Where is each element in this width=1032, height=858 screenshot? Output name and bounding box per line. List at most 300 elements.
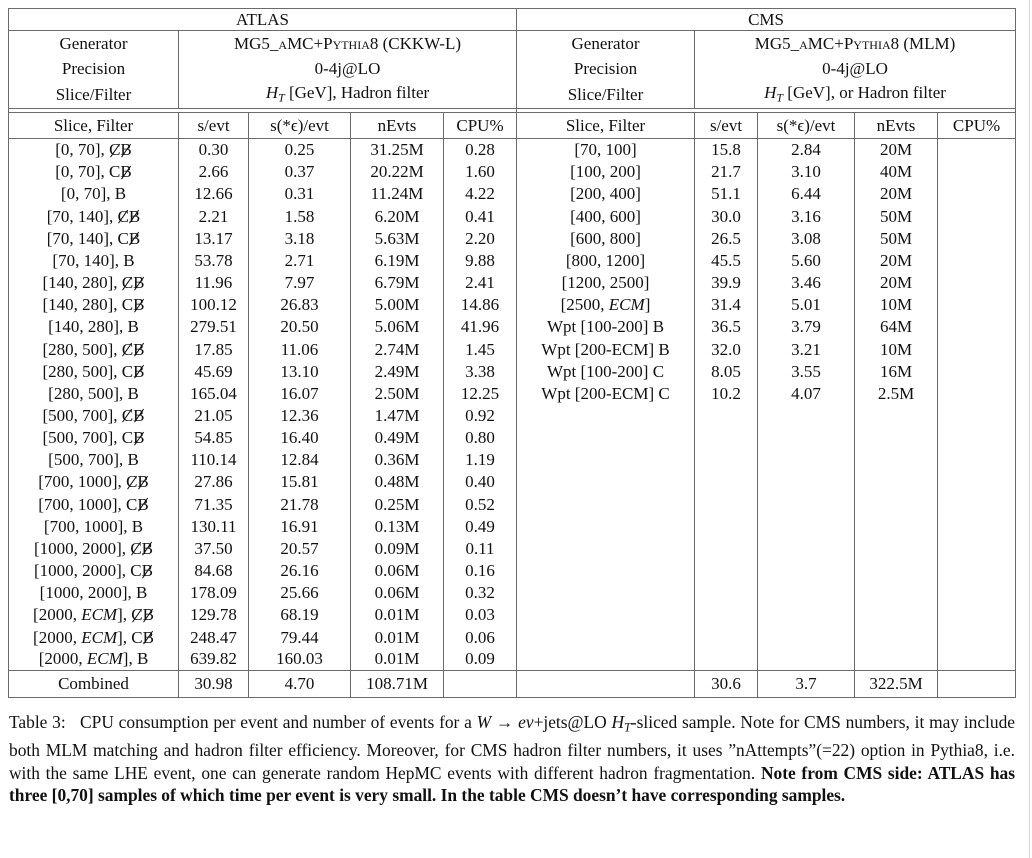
value-cell: 13.10 [249,360,351,382]
value-cell [758,493,855,515]
value-cell [695,537,758,559]
table-row [9,604,1016,626]
value-cell: 0.30 [179,139,249,161]
cms-col-nevts: nEvts [855,113,938,139]
value-cell [938,227,1016,249]
value-cell: 25.66 [249,582,351,604]
value-cell: 68.19 [249,604,351,626]
value-cell: 50M [855,205,938,227]
cms-slice-cell: Wpt [200-ECM] B [517,338,695,360]
cms-precision-value: 0-4j@LO [695,56,1016,82]
value-cell: 0.28 [444,139,517,161]
value-cell: 20M [855,183,938,205]
atlas-slice-cell: [1000, 2000], CB [33,538,153,558]
cms-slice-cell: [600, 800] [517,227,695,249]
value-cell: 37.50 [179,537,249,559]
value-cell: 0.49 [444,515,517,537]
value-cell: 16.91 [249,515,351,537]
value-cell [938,427,1016,449]
value-cell: 130.11 [179,515,249,537]
atlas-col-sepsevt: s(*ϵ)/evt [249,113,351,139]
value-cell: 5.63M [351,227,444,249]
atlas-slice-cell: [280, 500], CB [42,361,145,381]
value-cell [938,404,1016,426]
value-cell: 53.78 [179,249,249,271]
value-cell: 16.07 [249,382,351,404]
atlas-combined-cpu [444,670,517,697]
value-cell: 0.32 [444,582,517,604]
cms-combined-cpu [938,670,1016,697]
value-cell: 30.0 [695,205,758,227]
atlas-combined-sevt: 30.98 [179,670,249,697]
cms-slice-cell [517,515,695,537]
value-cell: 0.01M [351,648,444,670]
value-cell: 6.79M [351,271,444,293]
value-cell: 26.83 [249,294,351,316]
table-row [9,582,1016,604]
value-cell: 1.45 [444,338,517,360]
value-cell: 15.8 [695,139,758,161]
cms-slicefilter-value: HT [GeV], or Hadron filter [695,82,1016,109]
value-cell [758,515,855,537]
cms-slice-cell [517,427,695,449]
atlas-combined-nevts: 108.71M [351,670,444,697]
value-cell: 6.44 [758,183,855,205]
value-cell: 79.44 [249,626,351,648]
value-cell [855,515,938,537]
value-cell: 16M [855,360,938,382]
combined-row [9,670,1016,697]
table-row [9,249,1016,271]
value-cell [938,161,1016,183]
value-cell: 10M [855,294,938,316]
value-cell [695,449,758,471]
value-cell [758,449,855,471]
cms-combined-sevt: 30.6 [695,670,758,697]
atlas-slice-cell: [2000, ECM], CB [33,627,154,647]
value-cell [938,493,1016,515]
value-cell [695,471,758,493]
value-cell [938,382,1016,404]
value-cell: 0.41 [444,205,517,227]
atlas-slice-cell: [140, 280], B [48,317,139,337]
cms-slice-cell: Wpt [100-200] B [517,316,695,338]
value-cell [938,515,1016,537]
value-cell [938,626,1016,648]
atlas-col-cpu: CPU% [444,113,517,139]
value-cell [695,604,758,626]
value-cell: 248.47 [179,626,249,648]
value-cell: 2.66 [179,161,249,183]
value-cell [758,648,855,670]
value-cell: 2.74M [351,338,444,360]
table-row [9,294,1016,316]
atlas-slice-cell: [1000, 2000], B [39,583,148,603]
value-cell: 71.35 [179,493,249,515]
cms-slice-cell [517,604,695,626]
value-cell [855,449,938,471]
table-row [9,559,1016,581]
value-cell: 31.25M [351,139,444,161]
value-cell: 50M [855,227,938,249]
value-cell: 5.01 [758,294,855,316]
value-cell: 26.5 [695,227,758,249]
cms-generator-value: MG5_aMC+Pythia8 (MLM) [695,31,1016,57]
value-cell [855,559,938,581]
value-cell [938,139,1016,161]
value-cell [695,427,758,449]
value-cell: 5.06M [351,316,444,338]
cms-combined-label [517,670,695,697]
value-cell: 51.1 [695,183,758,205]
atlas-slice-cell: [2000, ECM], B [38,649,149,669]
value-cell: 100.12 [179,294,249,316]
value-cell: 2.84 [758,139,855,161]
table-caption: Table 3: CPU consumption per event and number of events for a W → eν+jets@LO HT-sliced sample. Note for CMS numbers, it may include both MLM matching and hadron filter efficiency. Moreover, for CMS hadron filter numbers, it uses ”nAttempts”(=22) option in Pythia8, i.e. with the same LHE event, one can generate random HepMC events with different hadron fragmentation. Note from CMS side: ATLAS has three [0,70] samples of which time per event is very small. In the table CMS doesn’t have corresponding samples. [9,712,1015,806]
value-cell: 20.57 [249,537,351,559]
cms-slice-cell: [70, 100] [517,139,695,161]
value-cell: 45.69 [179,360,249,382]
value-cell: 20M [855,249,938,271]
table-row [9,360,1016,382]
value-cell: 0.25 [249,139,351,161]
value-cell [855,427,938,449]
value-cell: 12.66 [179,183,249,205]
atlas-slice-cell: [70, 140], CB [46,206,141,226]
value-cell: 0.25M [351,493,444,515]
atlas-slice-cell: [280, 500], CB [42,339,145,359]
value-cell [855,582,938,604]
value-cell [695,648,758,670]
value-cell [855,604,938,626]
value-cell: 0.11 [444,537,517,559]
value-cell: 27.86 [179,471,249,493]
value-cell [758,559,855,581]
value-cell: 3.79 [758,316,855,338]
cms-precision-label: Precision [517,56,695,82]
value-cell: 14.86 [444,294,517,316]
value-cell [758,404,855,426]
atlas-slice-cell: [70, 140], CB [46,228,141,248]
value-cell: 0.06 [444,626,517,648]
value-cell: 32.0 [695,338,758,360]
value-cell: 0.13M [351,515,444,537]
cms-slice-cell [517,626,695,648]
value-cell: 15.81 [249,471,351,493]
atlas-col-nevts: nEvts [351,113,444,139]
value-cell: 12.36 [249,404,351,426]
value-cell [855,537,938,559]
value-cell: 8.05 [695,360,758,382]
value-cell: 0.01M [351,626,444,648]
value-cell [855,471,938,493]
value-cell [758,427,855,449]
value-cell [938,537,1016,559]
value-cell [758,604,855,626]
value-cell: 26.16 [249,559,351,581]
value-cell [695,515,758,537]
value-cell [758,537,855,559]
table-row [9,139,1016,161]
atlas-slice-cell: [700, 1000], CB [38,472,149,492]
value-cell: 4.22 [444,183,517,205]
value-cell [938,471,1016,493]
value-cell [855,493,938,515]
cms-title: CMS [517,9,1016,31]
table-row [9,626,1016,648]
value-cell: 1.19 [444,449,517,471]
cms-slice-cell [517,559,695,581]
cms-slice-cell [517,449,695,471]
value-cell [938,338,1016,360]
value-cell [855,648,938,670]
cms-col-cpu: CPU% [938,113,1016,139]
value-cell [758,471,855,493]
atlas-combined-label: Combined [9,670,179,697]
atlas-slice-cell: [140, 280], CB [42,273,145,293]
value-cell: 21.05 [179,404,249,426]
atlas-col-slice: Slice, Filter [9,113,179,139]
atlas-slice-cell: [70, 140], B [52,250,135,270]
value-cell: 0.09M [351,537,444,559]
cms-combined-nevts: 322.5M [855,670,938,697]
value-cell: 20.50 [249,316,351,338]
experiment-title-row [9,9,1016,31]
value-cell: 0.92 [444,404,517,426]
page-edge-line [1029,0,1030,858]
cms-slice-cell [517,493,695,515]
value-cell: 20M [855,271,938,293]
value-cell: 3.08 [758,227,855,249]
atlas-slicefilter-label: Slice/Filter [55,85,132,105]
atlas-slicefilter-value: HT [GeV], Hadron filter [179,82,517,109]
cms-slice-cell [517,648,695,670]
cms-combined-sepsevt: 3.7 [758,670,855,697]
value-cell: 2.20 [444,227,517,249]
value-cell: 165.04 [179,382,249,404]
value-cell: 12.25 [444,382,517,404]
value-cell: 16.40 [249,427,351,449]
table-row [9,227,1016,249]
table-row [9,316,1016,338]
value-cell: 0.49M [351,427,444,449]
table-row [9,493,1016,515]
atlas-slice-cell: [500, 700], B [48,450,139,470]
data-rows [9,139,1016,671]
value-cell [938,183,1016,205]
value-cell: 6.19M [351,249,444,271]
value-cell: 11.24M [351,183,444,205]
atlas-slice-cell: [0, 70], CB [55,140,132,160]
value-cell: 0.03 [444,604,517,626]
cms-col-sepsevt: s(*ϵ)/evt [758,113,855,139]
value-cell: 21.78 [249,493,351,515]
value-cell [758,582,855,604]
value-cell [695,626,758,648]
cms-slice-cell: [200, 400] [517,183,695,205]
value-cell: 0.01M [351,604,444,626]
table-row [9,205,1016,227]
table-row [9,515,1016,537]
value-cell: 3.16 [758,205,855,227]
value-cell: 6.20M [351,205,444,227]
value-cell [695,404,758,426]
table-row [9,537,1016,559]
cpu-consumption-table [8,8,1016,698]
value-cell [938,294,1016,316]
value-cell: 10M [855,338,938,360]
value-cell [855,626,938,648]
cms-col-sevt: s/evt [695,113,758,139]
atlas-precision-value: 0-4j@LO [179,56,517,82]
value-cell: 1.58 [249,205,351,227]
value-cell: 84.68 [179,559,249,581]
value-cell [758,626,855,648]
value-cell [938,449,1016,471]
value-cell: 41.96 [444,316,517,338]
value-cell: 64M [855,316,938,338]
cms-slice-cell: [400, 600] [517,205,695,227]
value-cell: 5.60 [758,249,855,271]
value-cell [938,249,1016,271]
atlas-combined-sepsevt: 4.70 [249,670,351,697]
atlas-precision-label: Precision [61,59,126,79]
value-cell: 110.14 [179,449,249,471]
atlas-title: ATLAS [9,9,517,31]
value-cell: 36.5 [695,316,758,338]
value-cell: 0.16 [444,559,517,581]
value-cell: 9.88 [444,249,517,271]
value-cell: 2.5M [855,382,938,404]
value-cell: 0.37 [249,161,351,183]
value-cell: 0.31 [249,183,351,205]
generator-row [9,31,1016,57]
value-cell: 5.00M [351,294,444,316]
value-cell: 40M [855,161,938,183]
table-row [9,427,1016,449]
value-cell: 0.40 [444,471,517,493]
cms-slice-cell [517,582,695,604]
value-cell: 0.48M [351,471,444,493]
table-row [9,183,1016,205]
cms-slicefilter-label: Slice/Filter [517,82,695,109]
value-cell: 0.06M [351,582,444,604]
value-cell: 2.50M [351,382,444,404]
table-row [9,648,1016,670]
value-cell [695,582,758,604]
value-cell: 0.52 [444,493,517,515]
atlas-slice-cell: [500, 700], CB [42,428,145,448]
value-cell: 178.09 [179,582,249,604]
table-row [9,449,1016,471]
value-cell: 2.71 [249,249,351,271]
value-cell: 20M [855,139,938,161]
value-cell [938,205,1016,227]
cms-generator-label: Generator [517,31,695,57]
slice-filter-row [9,82,1016,109]
value-cell: 2.49M [351,360,444,382]
value-cell [938,559,1016,581]
value-cell: 54.85 [179,427,249,449]
table-row [9,382,1016,404]
value-cell: 0.09 [444,648,517,670]
value-cell: 7.97 [249,271,351,293]
value-cell [695,493,758,515]
atlas-slice-cell: [0, 70], CB [55,162,132,182]
precision-row [9,56,1016,82]
value-cell [855,404,938,426]
value-cell: 17.85 [179,338,249,360]
table-row [9,471,1016,493]
cms-slice-cell: Wpt [200-ECM] C [517,382,695,404]
value-cell: 3.21 [758,338,855,360]
cms-slice-cell: [100, 200] [517,161,695,183]
atlas-slice-cell: [500, 700], CB [42,405,145,425]
value-cell [938,271,1016,293]
cms-slice-cell [517,471,695,493]
value-cell: 12.84 [249,449,351,471]
cms-slice-cell: [2500, ECM] [517,294,695,316]
value-cell [938,648,1016,670]
atlas-slice-cell: [0, 70], B [60,184,127,204]
value-cell: 45.5 [695,249,758,271]
value-cell: 11.06 [249,338,351,360]
value-cell: 11.96 [179,271,249,293]
table-row [9,161,1016,183]
value-cell: 31.4 [695,294,758,316]
value-cell: 639.82 [179,648,249,670]
value-cell: 2.21 [179,205,249,227]
value-cell: 129.78 [179,604,249,626]
table-row [9,271,1016,293]
value-cell [938,604,1016,626]
value-cell: 4.07 [758,382,855,404]
atlas-slice-cell: [140, 280], CB [42,295,145,315]
value-cell: 3.55 [758,360,855,382]
cms-slice-cell: [1200, 2500] [517,271,695,293]
table-row [9,404,1016,426]
value-cell [938,360,1016,382]
atlas-generator-label: Generator [59,34,128,54]
value-cell [938,582,1016,604]
value-cell: 3.46 [758,271,855,293]
atlas-slice-cell: [700, 1000], CB [38,494,149,514]
cms-slice-cell: Wpt [100-200] C [517,360,695,382]
value-cell [938,316,1016,338]
value-cell: 3.10 [758,161,855,183]
cms-col-slice: Slice, Filter [517,113,695,139]
table-row [9,338,1016,360]
value-cell: 10.2 [695,382,758,404]
value-cell: 160.03 [249,648,351,670]
value-cell: 13.17 [179,227,249,249]
value-cell: 3.18 [249,227,351,249]
cms-slice-cell [517,537,695,559]
value-cell: 0.36M [351,449,444,471]
cms-slice-cell [517,404,695,426]
value-cell [695,559,758,581]
atlas-slice-cell: [1000, 2000], CB [33,561,153,581]
atlas-generator-value: MG5_aMC+Pythia8 (CKKW-L) [179,31,517,57]
atlas-slice-cell: [2000, ECM], CB [33,605,154,625]
value-cell: 1.60 [444,161,517,183]
value-cell: 1.47M [351,404,444,426]
value-cell: 0.06M [351,559,444,581]
value-cell: 2.41 [444,271,517,293]
value-cell: 21.7 [695,161,758,183]
value-cell: 3.38 [444,360,517,382]
atlas-col-sevt: s/evt [179,113,249,139]
